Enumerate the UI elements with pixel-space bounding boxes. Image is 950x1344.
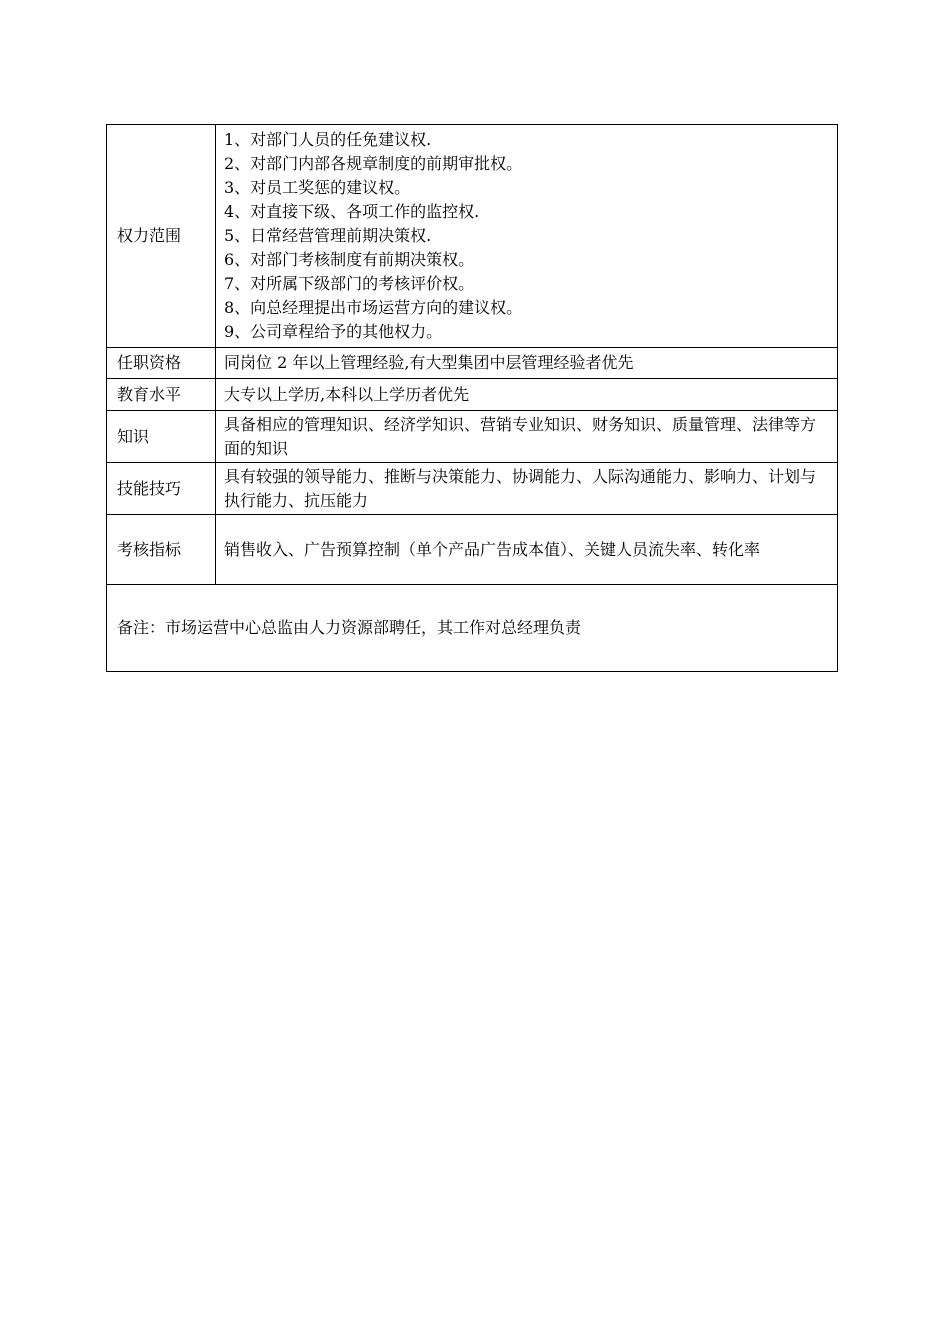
table-row (107, 379, 838, 411)
table-row (107, 585, 838, 672)
rights-list (224, 126, 829, 346)
kpi-label: 考核指标 (107, 515, 216, 585)
rights-label: 权力范围 (107, 125, 216, 348)
qualification-label: 任职资格 (107, 348, 216, 379)
list-item: 4、对直接下级、各项工作的监控权. (224, 202, 480, 221)
list-item: 9、公司章程给予的其他权力。 (224, 322, 443, 341)
list-item: 2、对部门内部各规章制度的前期审批权。 (224, 154, 523, 173)
knowledge-label: 知识 (107, 411, 216, 463)
list-item: 1、对部门人员的任免建议权. (224, 130, 432, 149)
kpi-value: 销售收入、广告预算控制（单个产品广告成本值）、关键人员流失率、转化率 (216, 515, 838, 585)
note-text: 备注：市场运营中心总监由人力资源部聘任，其工作对总经理负责 (107, 585, 838, 672)
skills-value: 具有较强的领导能力、推断与决策能力、协调能力、人际沟通能力、影响力、计划与执行能力、抗压能力 (216, 463, 838, 515)
knowledge-value: 具备相应的管理知识、经济学知识、营销专业知识、财务知识、质量管理、法律等方面的知识 (216, 411, 838, 463)
list-item: 7、对所属下级部门的考核评价权。 (224, 274, 475, 293)
list-item: 3、对员工奖惩的建议权。 (224, 178, 411, 197)
table-row (107, 515, 838, 585)
table-row (107, 411, 838, 463)
rights-cell (216, 125, 838, 348)
skills-label: 技能技巧 (107, 463, 216, 515)
list-item: 5、日常经营管理前期决策权. (224, 226, 432, 245)
job-description-table (106, 124, 838, 672)
education-value: 大专以上学历,本科以上学历者优先 (216, 379, 838, 411)
table-row (107, 348, 838, 379)
table-row (107, 125, 838, 348)
education-label: 教育水平 (107, 379, 216, 411)
list-item: 6、对部门考核制度有前期决策权。 (224, 250, 475, 269)
list-item: 8、向总经理提出市场运营方向的建议权。 (224, 298, 523, 317)
table-row (107, 463, 838, 515)
qualification-value: 同岗位 2 年以上管理经验,有大型集团中层管理经验者优先 (216, 348, 838, 379)
